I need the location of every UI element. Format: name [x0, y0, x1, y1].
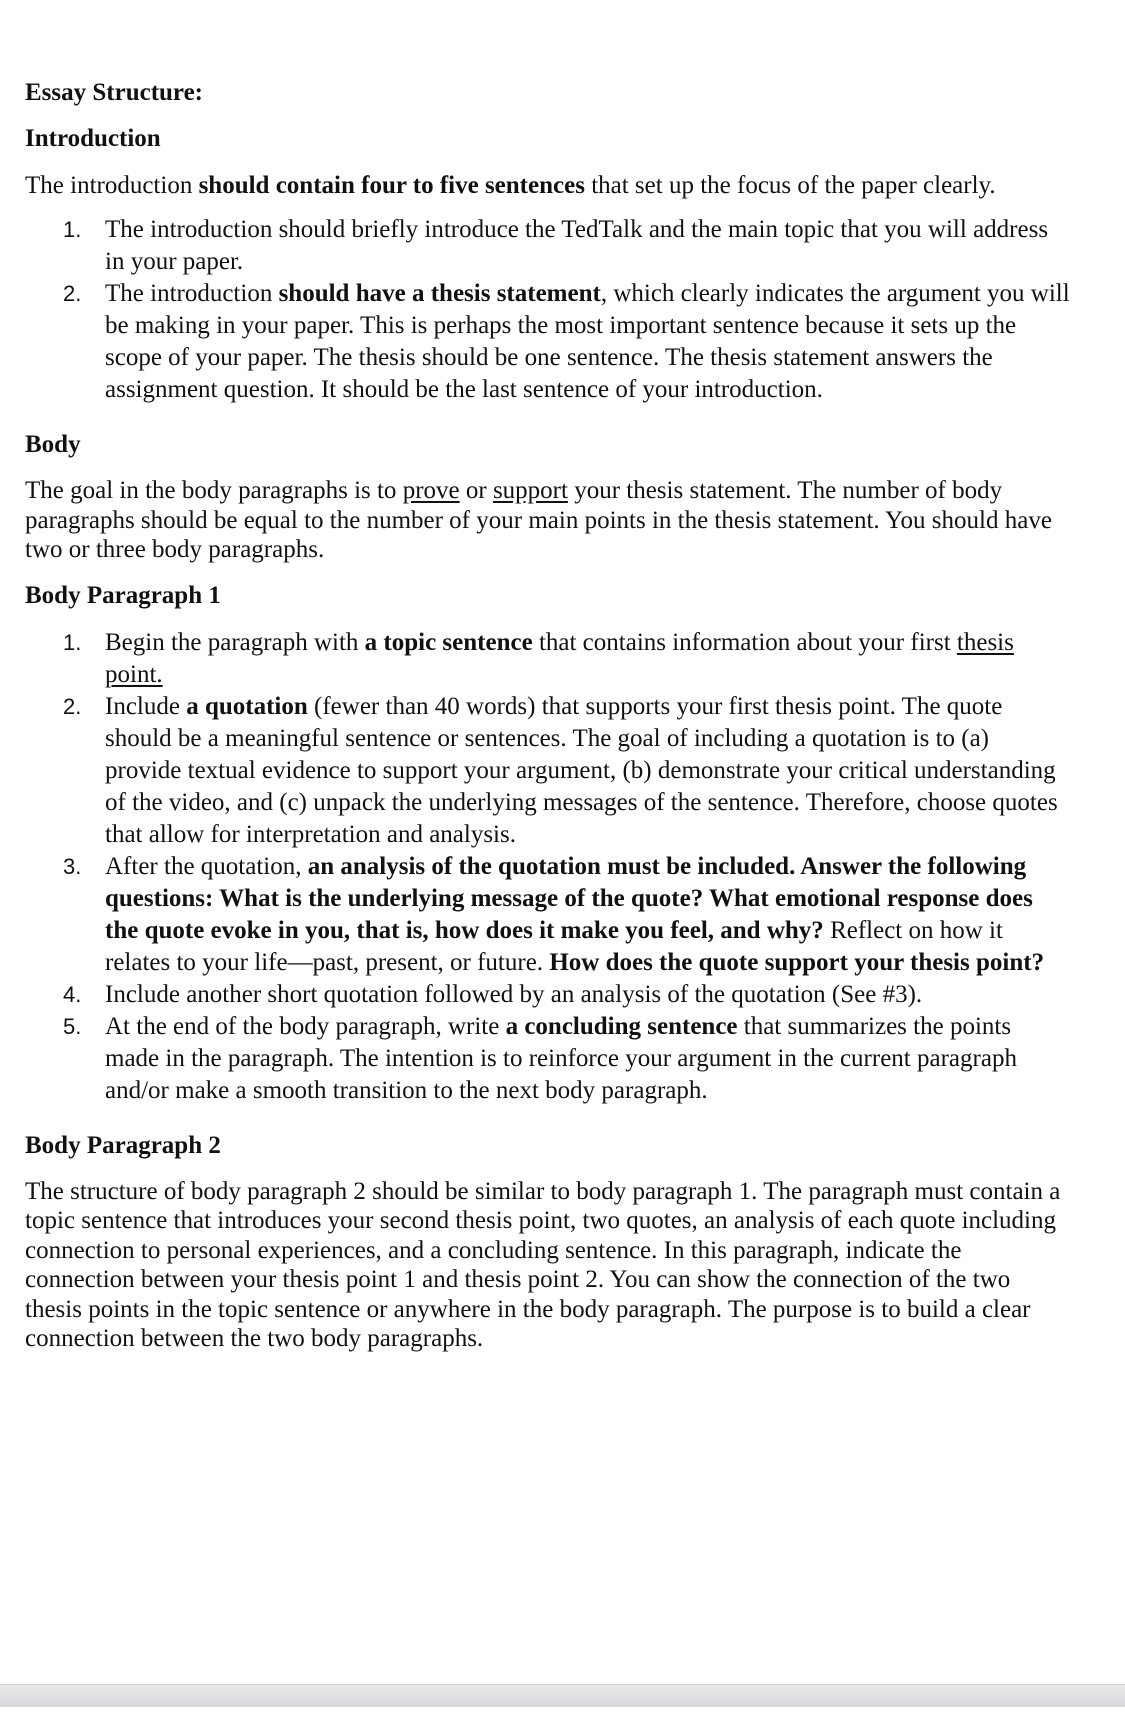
- list-number: 2.: [63, 693, 82, 719]
- list-number: 4.: [63, 981, 82, 1007]
- bottom-scroll-bar[interactable]: [0, 1684, 1125, 1707]
- list-item-text: After the quotation,: [105, 852, 308, 880]
- intro-lead-text-end: that set up the focus of the paper clearly.: [584, 172, 996, 199]
- body-text: The goal in the body paragraphs is to: [25, 477, 403, 504]
- support-underlined: support: [492, 477, 568, 504]
- list-item-text-end: that summarizes the points made in the paragraph. The intention is to reinforce your argument in the current paragraph and/or make a smooth transition to the next body paragraph.: [105, 1012, 1017, 1104]
- body-text-end: your thesis statement. The number of body paragraphs should be equal to the number of your main points in the thesis statement. You should have two or three body paragraphs.: [25, 477, 1052, 563]
- list-item: [25, 627, 1070, 691]
- list-item: [25, 1011, 1070, 1107]
- list-item-text-mid: Reflect on how it relates to your life—past, present, or future.: [105, 916, 1003, 976]
- introduction-list: [25, 214, 1070, 406]
- list-item-text: The introduction should briefly introduce the TedTalk and the main topic that you will address in your paper.: [105, 216, 1049, 275]
- body-heading: Body: [25, 431, 81, 458]
- intro-lead-text: The introduction: [25, 172, 199, 199]
- list-item-text: Begin the paragraph with: [105, 628, 365, 656]
- body-paragraph-1-list: [25, 627, 1070, 1107]
- list-item-bold: a quotation: [186, 692, 308, 720]
- introduction-lead: [25, 170, 1070, 202]
- list-number: 3.: [63, 853, 82, 879]
- intro-lead-bold: should contain four to five sentences: [198, 172, 585, 199]
- body-paragraph-2-heading: Body Paragraph 2: [25, 1131, 221, 1159]
- list-item-bold: should have a thesis statement: [278, 280, 601, 307]
- list-number: 5.: [63, 1013, 82, 1039]
- list-item-text-end: , which clearly indicates the argument you will be making in your paper. This is perhaps the most important sentence because it sets up the scope of your paper. The thesis should be one sentence. The thesis statement answers the assignment question. It should be the last sentence of your introduction.: [105, 280, 1070, 403]
- list-number: 1.: [63, 217, 82, 242]
- list-item: [25, 214, 1070, 278]
- list-item-bold-end: How does the quote support your thesis point?: [549, 948, 1045, 976]
- list-item: [25, 278, 1070, 406]
- list-item-bold: a topic sentence: [364, 628, 533, 656]
- list-item-text-end: (fewer than 40 words) that supports your first thesis point. The quote should be a meaningful sentence or sentences. The goal of including a quotation is to (a) provide textual evidence to support your argument, (b) demonstrate your critical understanding of the video, and (c) unpack the underlying messages of the sentence. Therefore, choose quotes that allow for interpretation and analysis.: [105, 692, 1058, 848]
- list-item-bold: a concluding sentence: [505, 1012, 738, 1040]
- list-item-text: The introduction: [105, 280, 279, 307]
- essay-structure-title: Essay Structure:: [25, 79, 204, 106]
- list-item: [25, 691, 1070, 851]
- list-item-text: At the end of the body paragraph, write: [105, 1012, 506, 1040]
- list-number: 2.: [63, 281, 82, 306]
- list-item-bold: an analysis of the quotation must be included. Answer the following questions: What is the underlying message of the quote? What emotional response does the quote evoke in you, that is, how does it make you feel, and why?: [105, 852, 1033, 944]
- introduction-heading: Introduction: [25, 125, 161, 152]
- list-item: [25, 979, 1070, 1011]
- list-item-text: Include: [105, 692, 187, 720]
- body-text-or: or: [459, 477, 493, 504]
- body-paragraph-1-heading: Body Paragraph 1: [25, 581, 221, 609]
- list-item-text-mid: that contains information about your first: [532, 628, 957, 656]
- body-paragraph-text: [25, 476, 1070, 565]
- body-paragraph-2-text: The structure of body paragraph 2 should be similar to body paragraph 1. The paragraph must contain a topic sentence that introduces your second thesis point, two quotes, an analysis of each quote including connection to personal experiences, and a concluding sentence. In this paragraph, indicate the connection between your thesis point 1 and thesis point 2. You can show the connection of the two thesis points in the topic sentence or anywhere in the body paragraph. The purpose is to build a clear connection between the two body paragraphs.: [25, 1177, 1061, 1352]
- list-item-text: Include another short quotation followed by an analysis of the quotation (See #3).: [105, 980, 923, 1008]
- list-item: [25, 851, 1070, 979]
- prove-underlined: prove: [402, 477, 460, 504]
- list-number: 1.: [63, 629, 82, 655]
- thesis-point-underlined: thesis point.: [105, 628, 1014, 688]
- document-page: [25, 78, 1070, 1354]
